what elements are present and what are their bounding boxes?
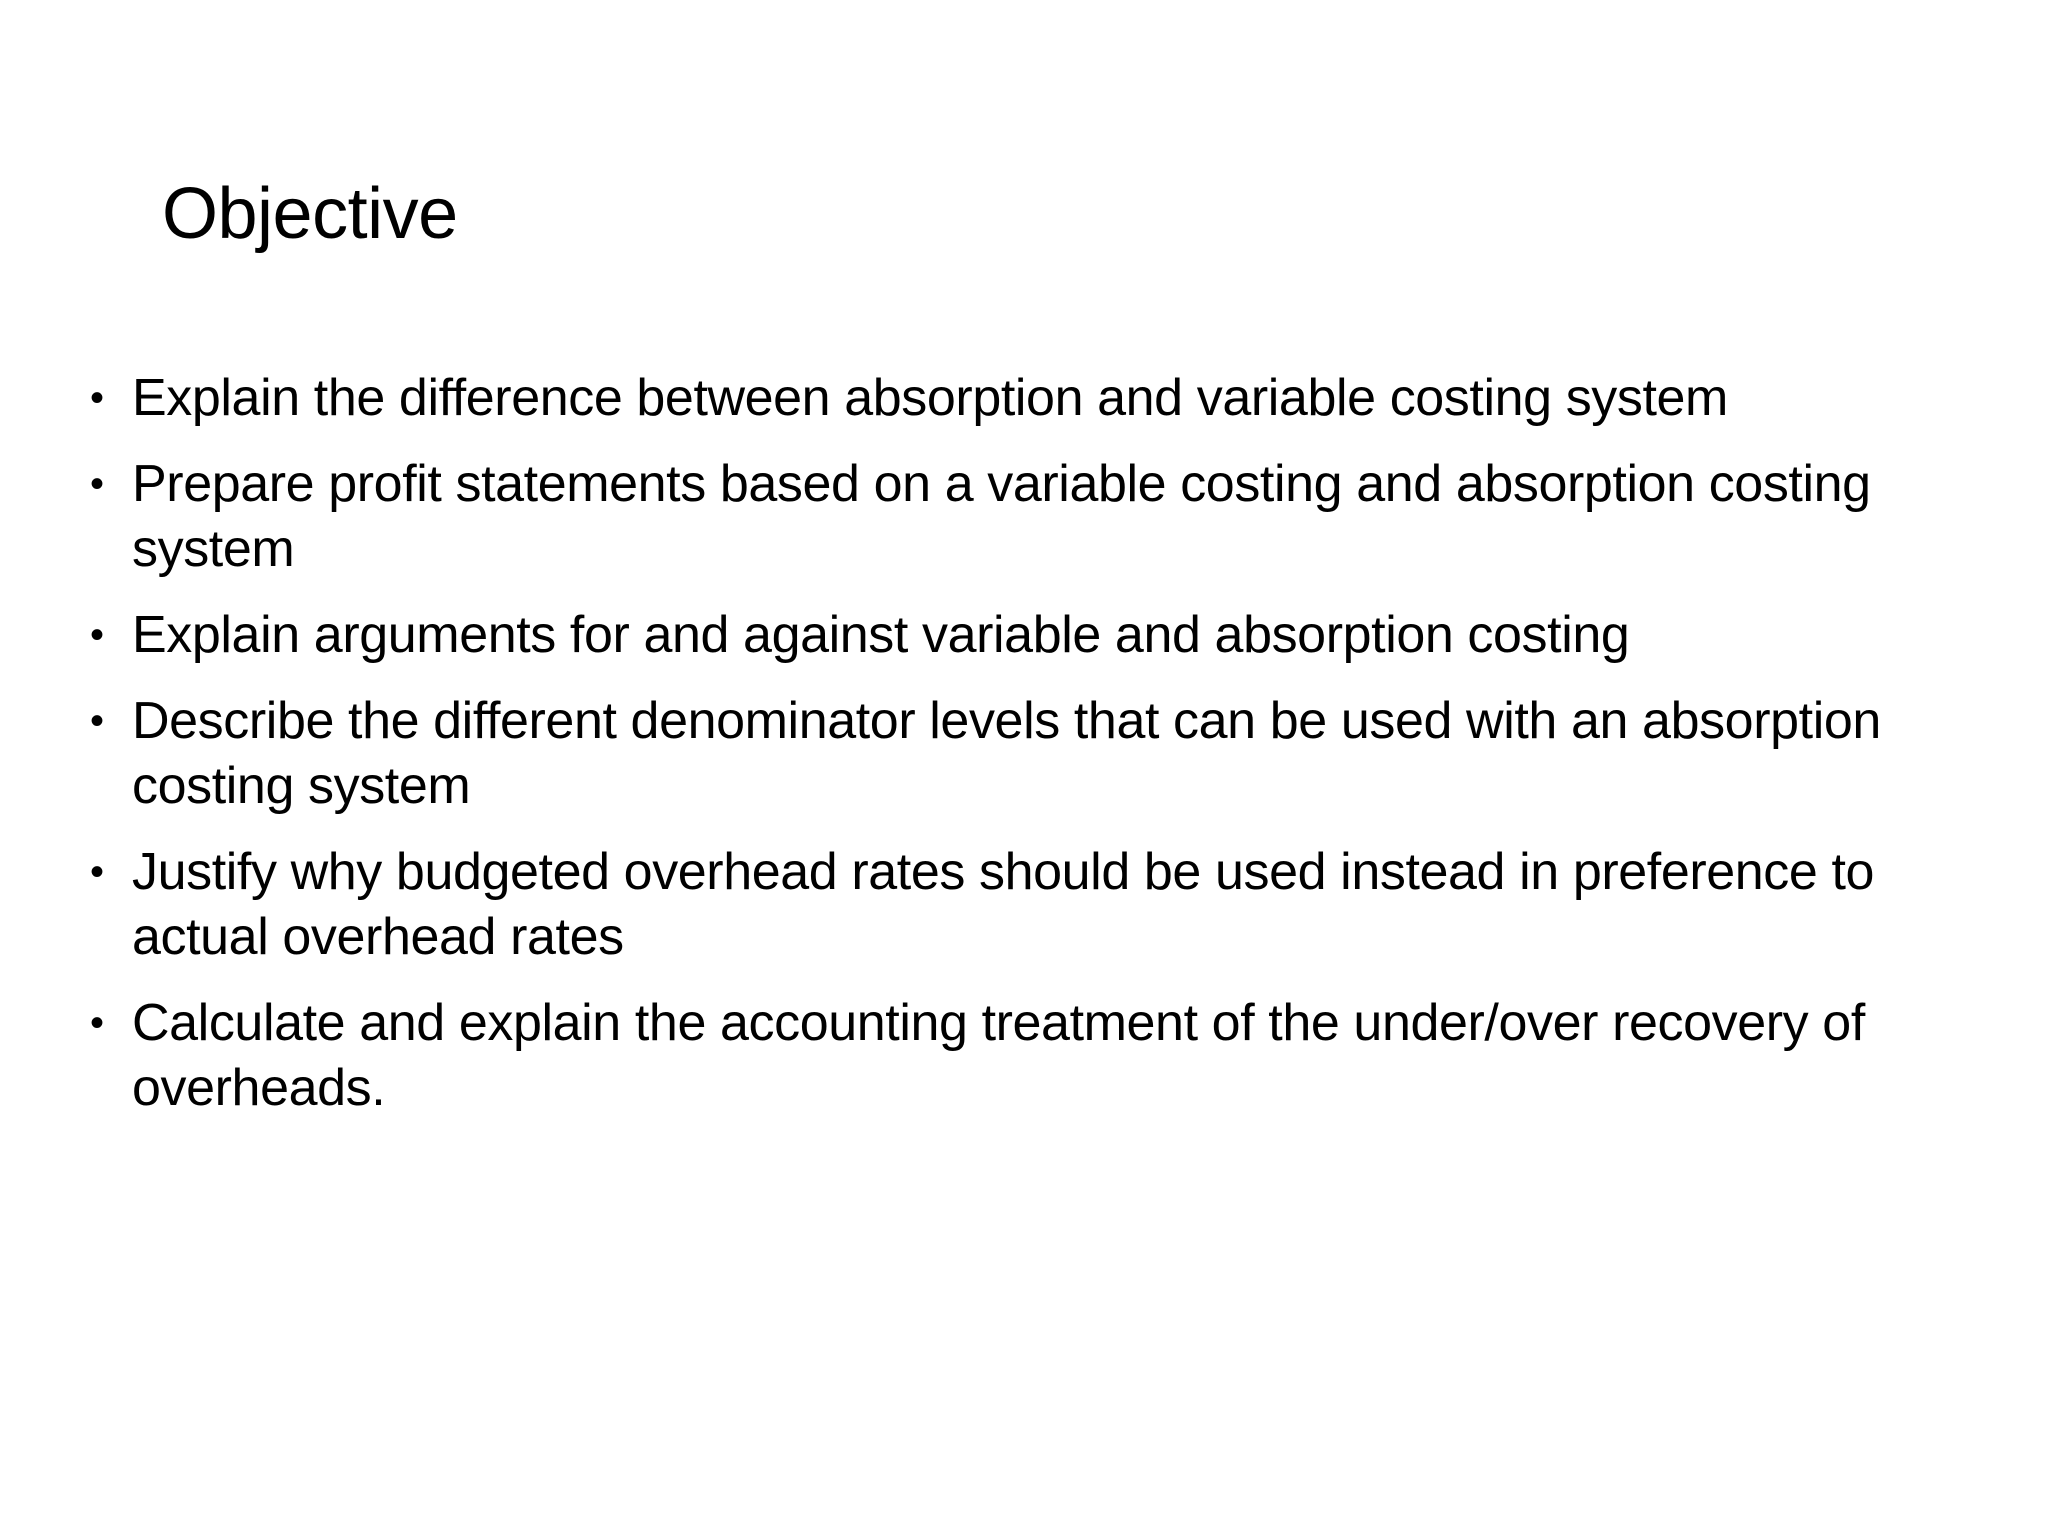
slide-title: Objective: [162, 174, 458, 254]
bullet-text: Explain the difference between absorption and variable costing system: [132, 369, 1728, 427]
bullet-text: Prepare profit statements based on a variable costing and absorption costing system: [132, 455, 1871, 578]
list-item: [88, 603, 1988, 668]
bullet-text: Calculate and explain the accounting treatment of the under/over recovery of overheads.: [132, 994, 1865, 1117]
bullet-text: Justify why budgeted overhead rates should be used instead in preference to actual overhead rates: [132, 843, 1875, 966]
bullet-icon: •: [90, 376, 104, 420]
bullet-text: Describe the different denominator levels that can be used with an absorption costing system: [132, 692, 1881, 815]
objective-list: [88, 366, 1988, 1142]
bullet-icon: •: [90, 1001, 104, 1045]
bullet-icon: •: [90, 462, 104, 506]
list-item: [88, 991, 1988, 1121]
bullet-icon: •: [90, 699, 104, 743]
bullet-text: Explain arguments for and against variable and absorption costing: [132, 606, 1630, 664]
list-item: [88, 366, 1988, 431]
list-item: [88, 689, 1988, 819]
bullet-icon: •: [90, 850, 104, 894]
list-item: [88, 840, 1988, 970]
bullet-icon: •: [90, 613, 104, 657]
list-item: [88, 452, 1988, 582]
